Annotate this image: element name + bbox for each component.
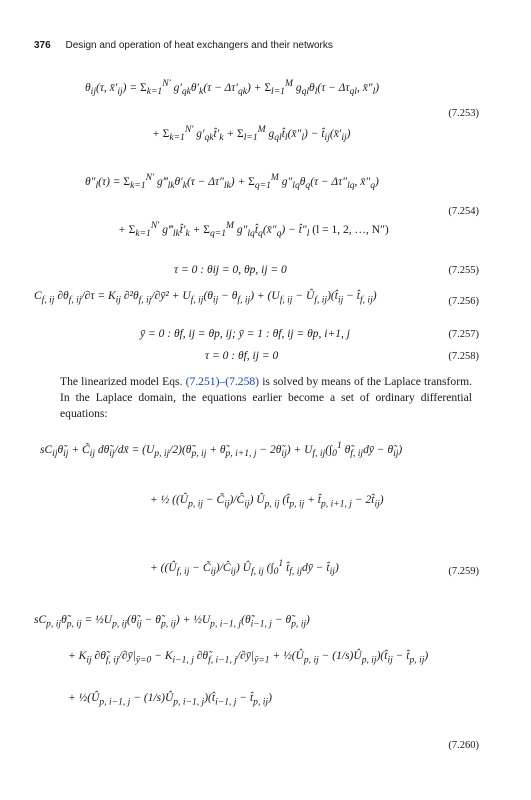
equation-7-256: $C_{f, ij}$ $\partial\theta_{f, ij}/\partial\tau = K_{ij}$ $\partial^2\theta_{f, ij}/\partial ȳ^2 + U_{f, ij}(\theta_{ij} - \theta_{f, ij}) + (U_{f, ij}$ − $Û_{f, ij})(t̂_{ij}$ − $t̂_{f, ij}$) [34,290,377,306]
equation-7-258: τ = 0 : θf, ij = 0 [205,350,279,362]
equation-number: (7.255) [448,265,479,276]
equation-7-259: $sC_{ij}\thetã_{ij}$ + $C̃_{ij}$ $d\thetã_{ij}/dx̄$ = $(U_{p, ij}/2)(\thetã_{p, ij}$ + $\thetã_{p, i+1, j}$ − $2\thetã_{ij}) + U_{f, ij}(\int_0^1$ $\thetã_{f, ij}dȳ$ − $\thetã_{ij}$) [40,440,403,460]
equation-number: (7.256) [448,296,479,307]
running-title: Design and operation of heat exchangers and their networks [65,40,333,51]
equation-7-260-line2: + $K_{ij}$ $\partial\thetã_{f, ij}/\partial ȳ|_{ȳ=0} - K_{i-1, j}$ $\partial\thetã_{f, i-1, j}/\partial ȳ|_{ȳ=1}$ + $\frac{1}{2}(Û_{p, ij}$ − $(1/s)Û_{p, ij})(t̂_{ij}$ − $t̂_{p, ij}$) [68,650,429,666]
equation-7-254: $\theta''_l(\tau) = \Sigma_{k=1}^{N'}$ $g‴_{lk}\theta'_k(\tau - \Delta\tau''_{lk}) + \Sigma_{q=1}^M$ $g''_{lq}\theta_q(\tau - \Delta\tau''_{lq}$, $x̄''_q$) [85,172,379,192]
paragraph-text-start: The linearized model Eqs. [60,375,186,388]
equation-7-254-line2: + $\Sigma_{k=1}^{N'}$ $g‴_{lk}t̂'_k + \Sigma_{q=1}^M$ $g''_{lq}t̂_q(x̄''_q)$ − $t̂''_l$ (l = 1, 2, …, N″) [118,220,389,240]
paragraph-text-end: is solved by means of the Laplace transform. In the Laplace domain, the equations earlier become a set of ordinary differential equations: [60,375,472,421]
equation-7-259-line3: + (($Û_{f, ij}$ − $C̃_{ij})/Ĉ_{ij}$) $Û_{f, ij}$ ($\int_0^1$ $t̂_{f, ij}dȳ$ − $t̂_{ij}$) [150,558,339,578]
equation-7-255: τ = 0 : θij = 0, θp, ij = 0 [174,264,287,276]
equation-number: (7.253) [448,108,479,119]
equation-range-link[interactable]: (7.251)–(7.258) [185,375,260,388]
equation-7-253: $\theta_{ij}(\tau$, $x̄'_{ij}) = \Sigma_{k=1}^{N'}$ $g'_{qk}\theta'_k(\tau - \Delta\tau'_{qk}) + \Sigma_{l=1}^M$ $g_{ql}\theta_l(\tau - \Delta\tau_{ql}$, $x̄''_l$) [85,78,380,98]
running-header [34,40,333,51]
page-number: 376 [34,40,51,51]
equation-7-257: ȳ = 0 : θf, ij = θp, ij; ȳ = 1 : θf, ij = θp, i+1, j [140,328,350,340]
equation-number: (7.260) [448,740,479,751]
equation-number: (7.258) [448,351,479,362]
equation-7-259-line2: + ½ (($Û_{p, ij}$ − $C̃_{ij})/Ĉ_{ij}$) $Û_{p, ij}$ ($t̂_{p, ij}$ + $t̂_{p, i+1, j}$ − $2t̂_{ij}$) [150,494,384,510]
equation-7-260-line3: + $\frac{1}{2}(Û_{p, i-1, j}$ − $(1/s)Û_{p, i-1, j})(t̂_{i-1, j}$ − $t̂_{p, ij}$) [68,692,272,708]
equation-7-253-line2: + $\Sigma_{k=1}^{N'}$ $g'_{qk}t̂'_k + \Sigma_{l=1}^M$ $g_{ql}t̂_l(x̄''_l)$ − $t̂_{ij}(x̄'_{ij})$ [152,124,351,144]
body-paragraph [60,374,472,423]
equation-7-260: $sC_{p, ij}\thetã_{p, ij}$ = $\frac{1}{2}U_{p, ij}(\thetã_{ij}$ − $\thetã_{p, ij}$) + $\frac{1}{2}U_{p, i-1, j}(\thetã_{i-1, j}$ − $\thetã_{p, ij}$) [34,614,310,630]
equation-number: (7.254) [448,206,479,217]
equation-number: (7.259) [448,566,479,577]
equation-number: (7.257) [448,329,479,340]
